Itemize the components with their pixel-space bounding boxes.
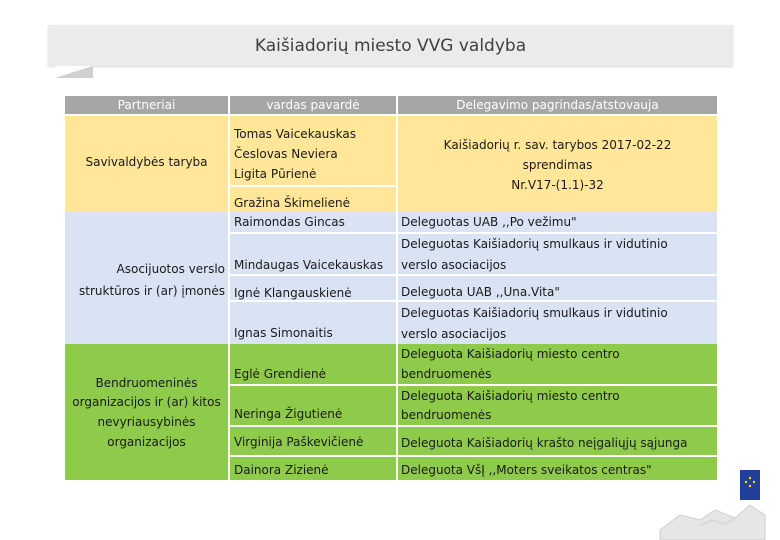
row-divider [230,185,396,187]
member-name: Tomas Vaicekauskas [234,127,356,141]
verslo-basis-line: Deleguota UAB ,,Una.Vita" [401,285,560,299]
map-flag-decoration [640,460,770,540]
title-bar [48,25,733,66]
savivaldybe-basis-line: Nr.V17-(1.1)-32 [511,178,604,192]
row-divider [230,455,717,457]
row-divider [230,232,717,234]
savivaldybe-label: Savivaldybės taryba [85,155,208,169]
verslo-basis-line: verslo asociacijos [401,258,507,272]
member-name: Eglė Grendienė [234,367,327,381]
row-divider [230,384,717,386]
member-name: Česlovas Neviera [234,147,338,161]
title-tab-decoration [55,66,93,78]
bendruomenes-label-line: Bendruomeninės [95,376,198,390]
bendruomenes-basis-line: Deleguota Kaišiadorių miesto centro [401,347,620,361]
cell-verslo-label [65,212,228,344]
member-name: Ligita Pūrienė [234,167,317,181]
cell-bendruomenes-label [65,344,228,480]
member-name: Neringa Žigutienė [234,407,343,421]
verslo-basis-line: verslo asociacijos [401,327,507,341]
member-name: Ignas Simonaitis [234,326,333,340]
row-divider [230,425,717,427]
header-delegavimo: Delegavimo pagrindas/atstovauja [398,96,717,114]
bendruomenes-basis-line: Deleguota Kaišiadorių krašto neįgaliųjų sąjunga [401,436,688,450]
savivaldybe-basis-line: sprendimas [522,158,593,172]
verslo-basis-line: Deleguotas Kaišiadorių smulkaus ir vidutinio [401,237,668,251]
member-name: Gražina Škimelienė [234,196,351,210]
verslo-basis-line: Deleguotas UAB ,,Po vežimu" [401,215,577,229]
verslo-basis-line: Deleguotas Kaišiadorių smulkaus ir vidutinio [401,306,668,320]
header-partneriai: Partneriai [65,96,228,114]
verslo-label-line: Asocijuotos verslo [116,262,225,276]
bendruomenes-label-line: organizacijos [107,435,186,449]
member-name: Mindaugas Vaicekauskas [234,258,384,272]
bendruomenes-label-line: organizacijos ir (ar) kitos [72,395,221,409]
row-divider [230,274,717,276]
member-name: Dainora Zizienė [234,463,329,477]
member-name: Virginija Paškevičienė [234,435,364,449]
bendruomenes-basis-line: Deleguota VšĮ ,,Moters sveikatos centras" [401,463,652,477]
verslo-label-line: struktūros ir (ar) įmonės [79,284,225,298]
bendruomenes-basis-line: bendruomenės [401,367,492,381]
member-name: Raimondas Gincas [234,215,345,229]
page-title: Kaišiadorių miesto VVG valdyba [254,36,527,56]
bendruomenes-basis-line: bendruomenės [401,408,492,422]
header-vardas: vardas pavardė [230,96,396,114]
bendruomenes-label-line: nevyriausybinės [97,415,196,429]
member-name: Ignė Klangauskienė [234,286,352,300]
bendruomenes-basis-line: Deleguota Kaišiadorių miesto centro [401,389,620,403]
savivaldybe-basis-line: Kaišiadorių r. sav. tarybos 2017-02-22 [443,138,672,152]
